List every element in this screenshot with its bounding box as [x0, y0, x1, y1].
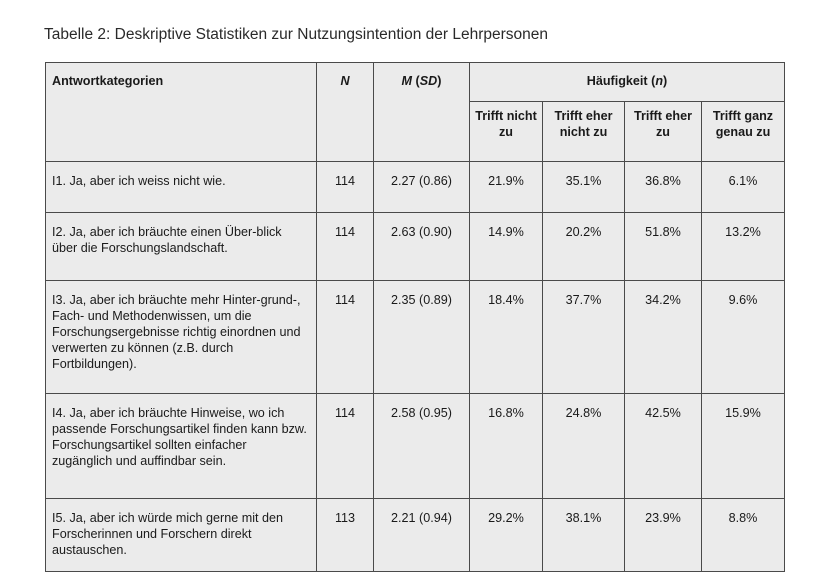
- row-n: 114: [317, 281, 374, 394]
- subheader-trifft-eher-zu: Trifft eher zu: [625, 101, 702, 162]
- row-freq-3: 34.2%: [625, 281, 702, 394]
- row-freq-4: 6.1%: [702, 162, 785, 213]
- subheader-trifft-eher-nicht-zu: Trifft eher nicht zu: [543, 101, 625, 162]
- row-m-sd: 2.35 (0.89): [374, 281, 470, 394]
- row-label: I3. Ja, aber ich bräuchte mehr Hinter-grund-, Fach- und Methodenwissen, um die Forschungsergebnisse richtig einordnen und verwerten zu können (z.B. durch Fortbildungen).: [46, 281, 317, 394]
- statistics-table: [45, 62, 785, 572]
- row-freq-2: 38.1%: [543, 499, 625, 572]
- row-label: I5. Ja, aber ich würde mich gerne mit den Forscherinnen und Forschern direkt austauschen.: [46, 499, 317, 572]
- header-n: [317, 63, 374, 162]
- row-freq-2: 35.1%: [543, 162, 625, 213]
- row-m-sd: 2.58 (0.95): [374, 394, 470, 499]
- row-label: I1. Ja, aber ich weiss nicht wie.: [46, 162, 317, 213]
- row-freq-1: 29.2%: [470, 499, 543, 572]
- header-category: Antwortkategorien: [46, 63, 317, 162]
- row-m-sd: 2.27 (0.86): [374, 162, 470, 213]
- header-sd-label: SD: [419, 74, 438, 88]
- row-freq-4: 9.6%: [702, 281, 785, 394]
- table-row: [46, 394, 785, 499]
- row-freq-4: 13.2%: [702, 213, 785, 281]
- header-row: [46, 63, 785, 102]
- row-freq-4: 8.8%: [702, 499, 785, 572]
- table-row: [46, 499, 785, 572]
- row-freq-3: 42.5%: [625, 394, 702, 499]
- row-freq-3: 36.8%: [625, 162, 702, 213]
- row-n: 114: [317, 213, 374, 281]
- row-label: I4. Ja, aber ich bräuchte Hinweise, wo ich passende Forschungsartikel finden kann bzw. Forschungsartikel sollten einfacher zugänglich und auffindbar sein.: [46, 394, 317, 499]
- header-frequency-n: n: [655, 74, 664, 88]
- row-freq-3: 51.8%: [625, 213, 702, 281]
- header-m-label: M: [401, 74, 413, 88]
- table-row: [46, 213, 785, 281]
- row-freq-3: 23.9%: [625, 499, 702, 572]
- row-freq-2: 20.2%: [543, 213, 625, 281]
- row-freq-4: 15.9%: [702, 394, 785, 499]
- row-m-sd: 2.21 (0.94): [374, 499, 470, 572]
- header-frequency: Häufigkeit (n): [470, 63, 785, 102]
- row-freq-1: 14.9%: [470, 213, 543, 281]
- row-m-sd: 2.63 (0.90): [374, 213, 470, 281]
- row-freq-2: 37.7%: [543, 281, 625, 394]
- subheader-trifft-nicht-zu: Trifft nicht zu: [470, 101, 543, 162]
- header-m-sd: M (SD): [374, 63, 470, 162]
- table-caption: Tabelle 2: Deskriptive Statistiken zur Nutzungsintention der Lehrpersonen: [44, 26, 549, 43]
- table-row: [46, 281, 785, 394]
- row-freq-2: 24.8%: [543, 394, 625, 499]
- table-row: [46, 162, 785, 213]
- subheader-trifft-ganz-genau-zu: Trifft ganz genau zu: [702, 101, 785, 162]
- row-freq-1: 18.4%: [470, 281, 543, 394]
- row-label: I2. Ja, aber ich bräuchte einen Über-blick über die Forschungslandschaft.: [46, 213, 317, 281]
- header-frequency-label: Häufigkeit: [586, 74, 648, 88]
- header-n-label: N: [340, 74, 350, 88]
- row-n: 114: [317, 162, 374, 213]
- row-n: 113: [317, 499, 374, 572]
- row-n: 114: [317, 394, 374, 499]
- row-freq-1: 16.8%: [470, 394, 543, 499]
- row-freq-1: 21.9%: [470, 162, 543, 213]
